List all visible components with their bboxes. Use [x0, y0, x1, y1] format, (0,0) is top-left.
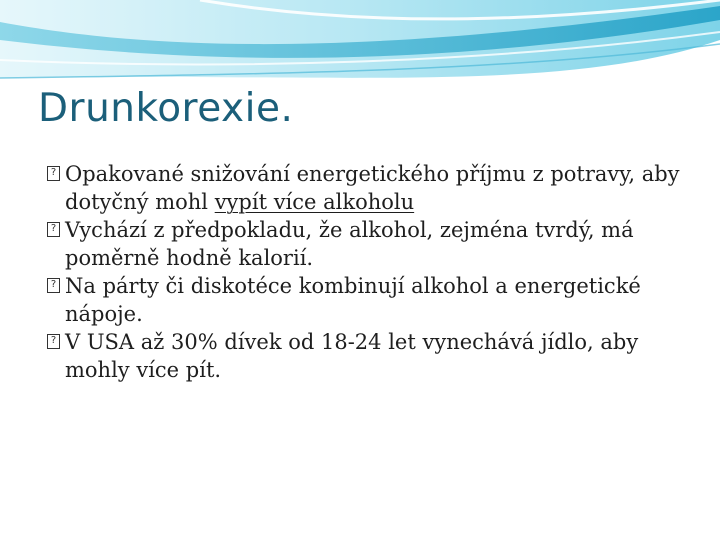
missing-glyph-icon: ?: [47, 334, 60, 349]
missing-glyph-icon: ?: [47, 278, 60, 293]
bullet-text: Vychází z předpokladu, že alkohol, zejména tvrdý, má poměrně hodně kalorií.: [65, 218, 634, 270]
bullet-item: [47, 272, 697, 328]
slide-title: Drunkorexie.: [38, 86, 294, 131]
bullet-text: Na párty či diskotéce kombinují alkohol a energetické nápoje.: [65, 274, 641, 326]
bullet-text: V USA až 30% dívek od 18-24 let vynechává jídlo, aby mohly více pít.: [65, 330, 639, 382]
bullet-underlined-text: vypít více alkoholu: [214, 190, 415, 214]
missing-glyph-icon: ?: [47, 222, 60, 237]
bullet-item: [47, 216, 697, 272]
bullet-list: [47, 160, 697, 384]
decorative-wave-header: [0, 0, 720, 90]
bullet-item: [47, 160, 697, 216]
bullet-item: [47, 328, 697, 384]
missing-glyph-icon: ?: [47, 166, 60, 181]
bullet-text: Opakované snižování energetického příjmu z potravy, aby dotyčný mohl: [65, 162, 680, 214]
